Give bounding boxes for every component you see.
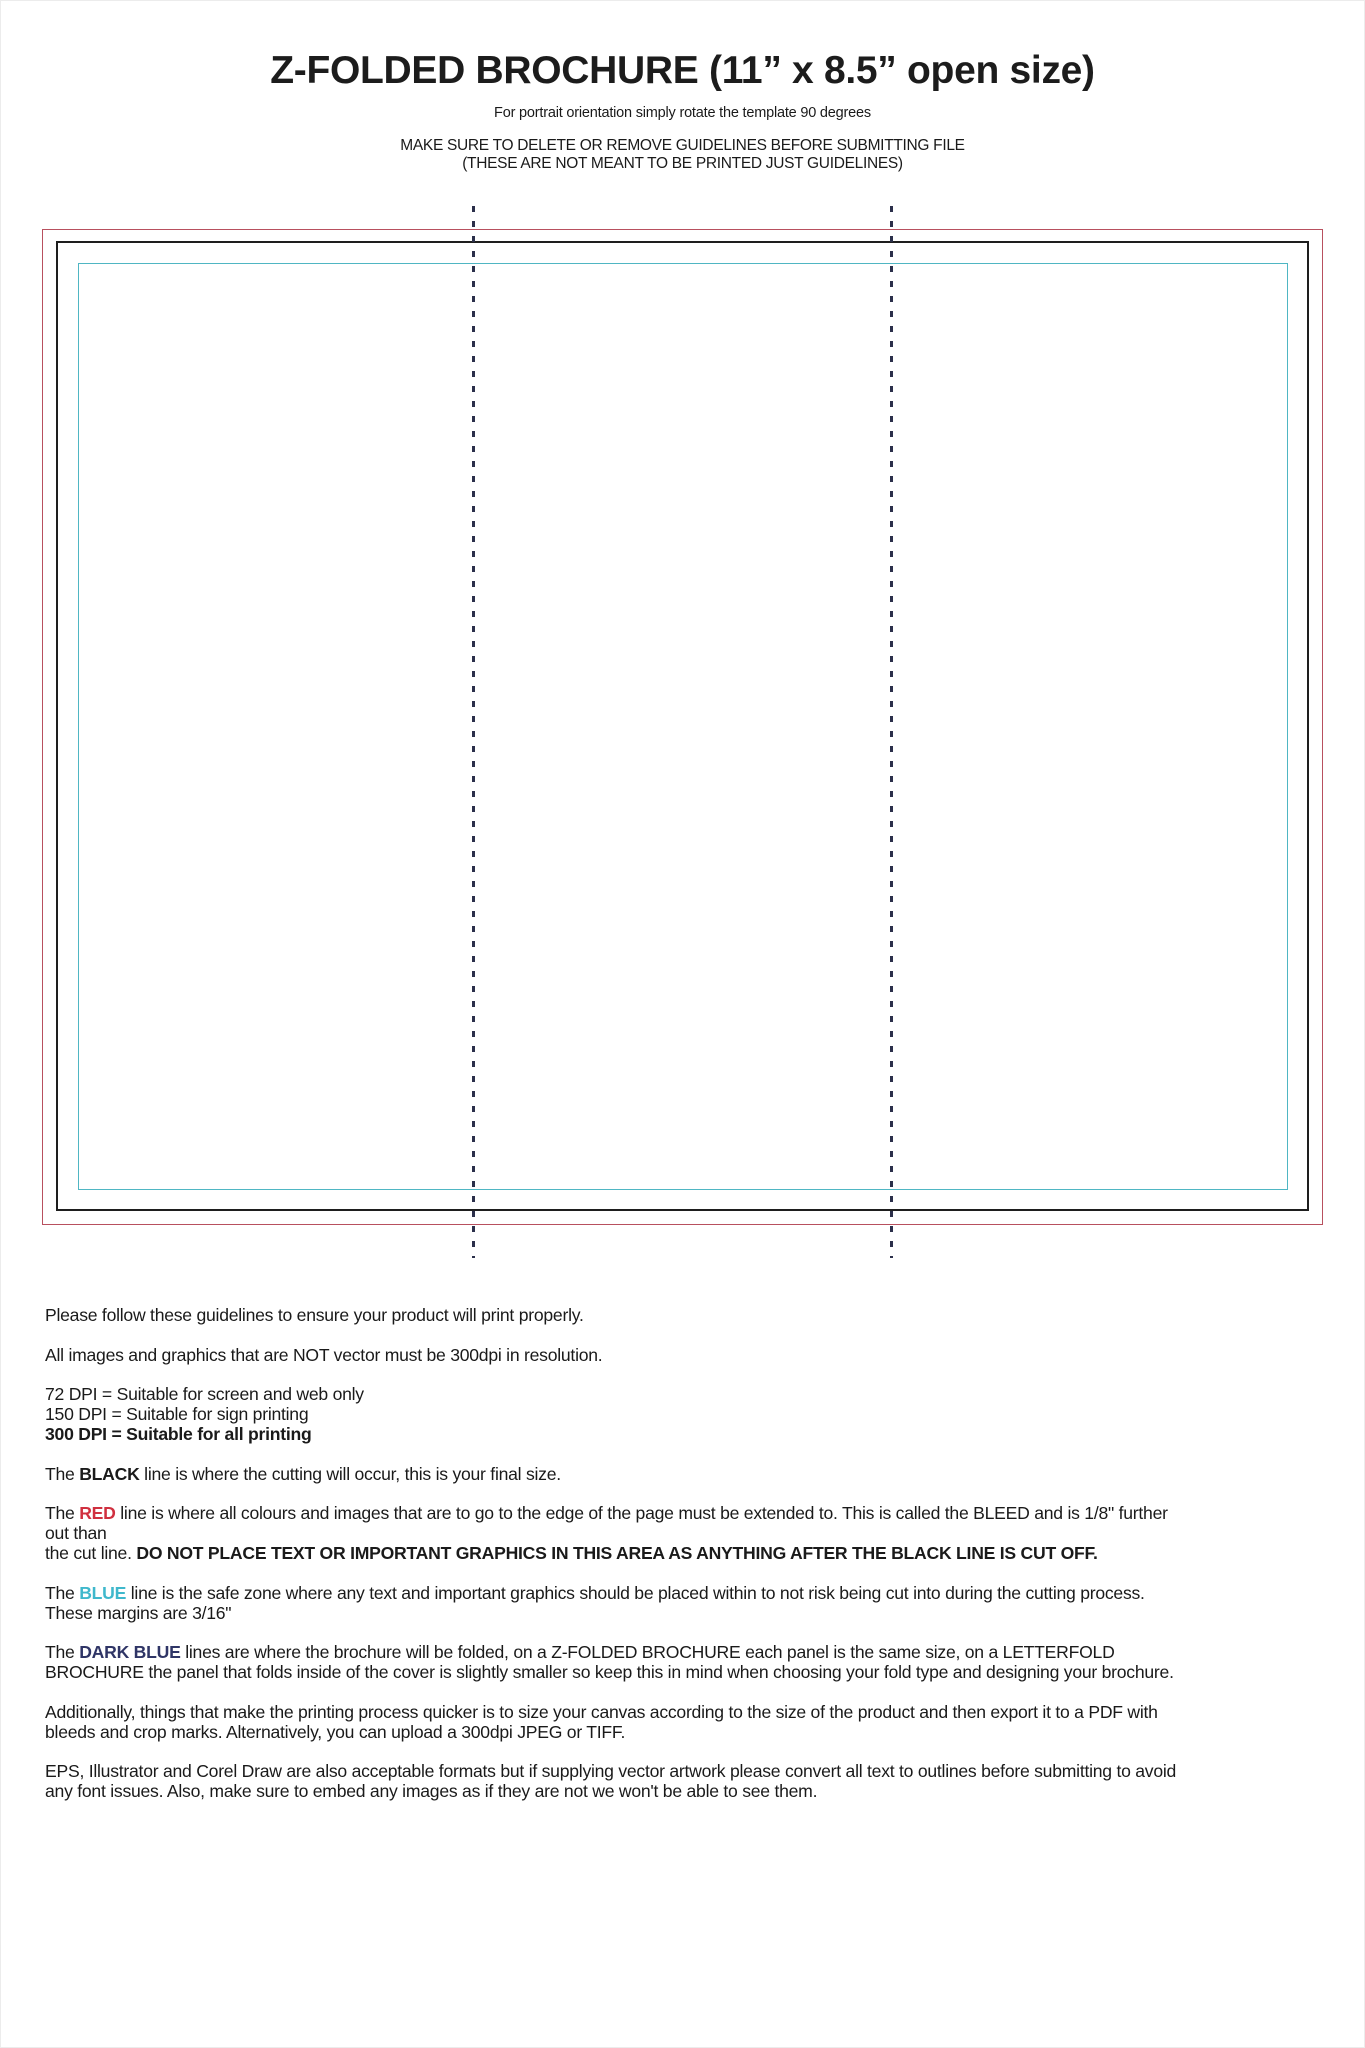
dark-blue-line-paragraph: The DARK BLUE lines are where the brochure will be folded, on a Z-FOLDED BROCHURE each panel is the same size, on a LETTERFOLD BROCHURE the panel that folds inside of the cover is slightly smaller so keep this in mind when choosing your fold type and designing your brochure.	[45, 1642, 1174, 1682]
safe-zone-guide-blue	[78, 263, 1288, 1190]
blue-line-paragraph: The BLUE line is the safe zone where any text and important graphics should be placed within to not risk being cut into during the cutting process. These margins are 3/16"	[45, 1582, 1145, 1623]
fold-line-2	[890, 206, 893, 1258]
orientation-note: For portrait orientation simply rotate the template 90 degrees	[494, 105, 871, 121]
dpi-150: 150 DPI = Suitable for sign printing	[45, 1404, 309, 1424]
keyword-blue: BLUE	[79, 1582, 127, 1603]
additionally-paragraph: Additionally, things that make the printing process quicker is to size your canvas according to the size of the product and then export it to a PDF with bleeds and crop marks. Alternatively, you can upload a 300dpi JPEG or TIFF.	[45, 1701, 1158, 1742]
dpi-300: 300 DPI = Suitable for all printing	[45, 1424, 312, 1444]
black-line-paragraph: The BLACK line is where the cutting will occur, this is your final size.	[45, 1463, 561, 1484]
dpi-list	[45, 1384, 1335, 1444]
warning-line-1: MAKE SURE TO DELETE OR REMOVE GUIDELINES BEFORE SUBMITTING FILE	[400, 137, 965, 154]
formats-paragraph: EPS, Illustrator and Corel Draw are also acceptable formats but if supplying vector artwork please convert all text to outlines before submitting to avoid any font issues. Also, make sure to embed any images as if they are not we won't be able to see them.	[45, 1761, 1177, 1801]
keyword-dark-blue: DARK BLUE	[79, 1642, 181, 1662]
dpi-72: 72 DPI = Suitable for screen and web only	[45, 1384, 364, 1404]
page-title: Z-FOLDED BROCHURE (11” x 8.5” open size)	[270, 49, 1095, 92]
keyword-black: BLACK	[79, 1463, 140, 1484]
keyword-red: RED	[79, 1503, 116, 1523]
intro-paragraph: Please follow these guidelines to ensure your product will print properly.	[45, 1305, 584, 1325]
cut-off-warning: DO NOT PLACE TEXT OR IMPORTANT GRAPHICS IN THIS AREA AS ANYTHING AFTER THE BLACK LINE IS CUT OFF.	[136, 1543, 1098, 1563]
warning-line-2: (THESE ARE NOT MEANT TO BE PRINTED JUST GUIDELINES)	[462, 155, 903, 172]
resolution-paragraph: All images and graphics that are NOT vector must be 300dpi in resolution.	[45, 1344, 603, 1365]
red-line-paragraph: The RED line is where all colours and images that are to go to the edge of the page must be extended to. This is called the BLEED and is 1/8" further out than the cut line. DO NOT PLACE TEXT OR IMPORTANT GRAPHICS IN THIS AREA AS ANYTHING AFTER THE BLACK LINE IS CUT OFF.	[45, 1503, 1168, 1563]
print-guidelines	[45, 1305, 1335, 1821]
guidelines-warning	[0, 137, 1365, 173]
fold-line-1	[472, 206, 475, 1258]
